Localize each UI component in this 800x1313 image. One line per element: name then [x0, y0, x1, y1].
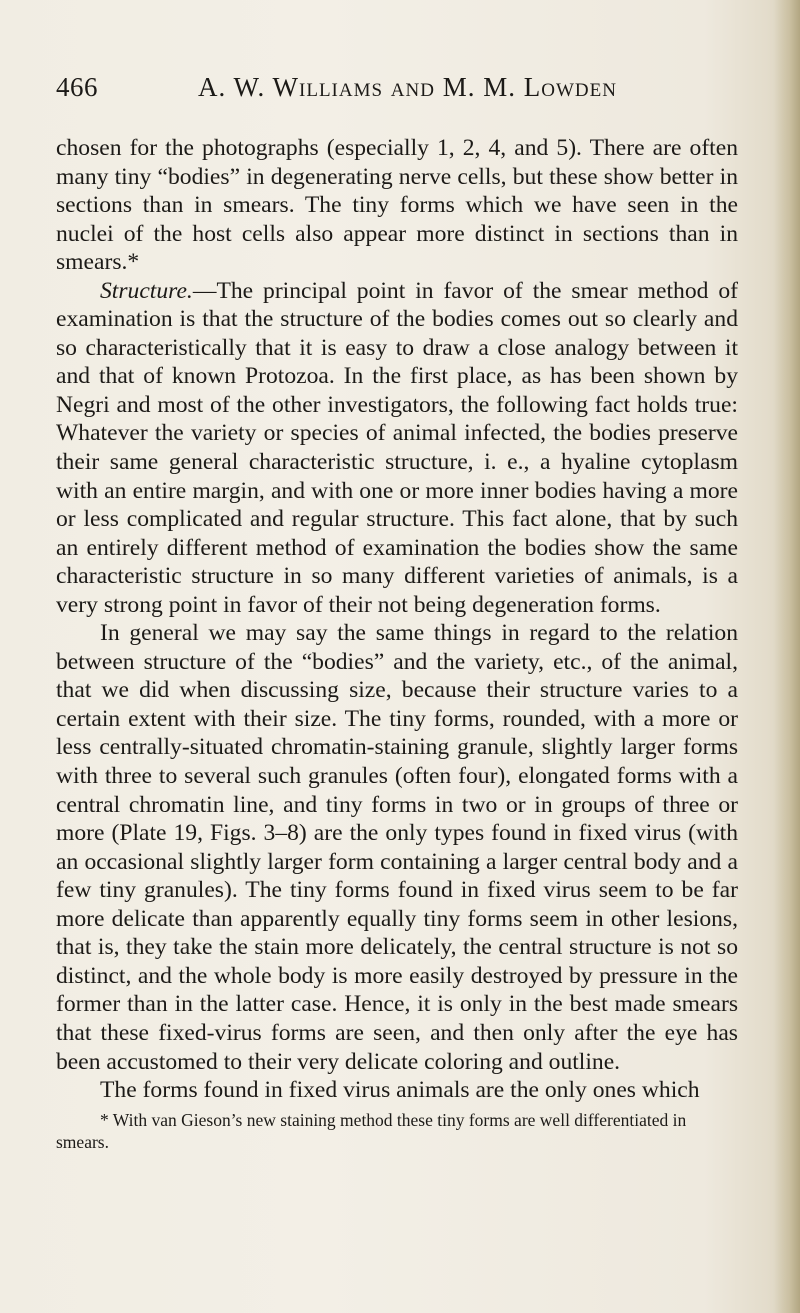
section-heading-structure: Structure. — [100, 277, 193, 304]
paragraph-forms — [56, 1076, 738, 1105]
paragraph-text: chosen for the photographs (especially 1, 2, 4, and 5). There are often many tiny “bodies” in degenerating nerve cells, but these show better in sections than in smears. The tiny forms which we have seen in the nuclei of the host cells also appear more distinct in sections than in smears.* — [56, 135, 738, 276]
page-header — [56, 72, 736, 112]
running-head: A. W. Williams and M. M. Lowden — [198, 72, 617, 102]
paragraph-structure — [56, 277, 738, 620]
page-edge-shadow — [774, 0, 800, 1313]
paragraph-text: The forms found in fixed virus animals are the only ones which — [100, 1077, 700, 1104]
footnote: * With van Gieson’s new staining method these tiny forms are well differentiated in smears. — [56, 1109, 687, 1152]
paragraph-text: —The principal point in favor of the smear method of examination is that the structure of the bodies comes out so clearly and so characteristically that it is easy to draw a close analogy between it and that of known Protozoa. In the first place, as has been shown by Negri and most of the other investigators, the following fact holds true: Whatever the variety or species of animal infected, the bodies preserve their same general characteristic structure, i. e., a hyaline cytoplasm with an entire margin, and with one or more inner bodies having a more or less complicated and regular structure. This fact alone, that by such an entirely different method of examination the bodies show the same characteristic structure in so many different varieties of animals, is a very strong point in favor of their not being degeneration forms. — [56, 277, 738, 618]
body-text — [56, 134, 738, 1153]
page-number: 466 — [56, 72, 98, 102]
paragraph-text: In general we may say the same things in regard to the relation between structure of the “bodies” and the variety, etc., of the animal, that we did when discussing size, because their structure varies to a certain extent with their size. The tiny forms, rounded, with a more or less centrally-situated chromatin-staining granule, slightly larger forms with three to several such granules (often four), elongated forms with a central chromatin line, and tiny forms in two or in groups of three or more (Plate 19, Figs. 3–8) are the only types found in fixed virus (with an occasional slightly larger form containing a larger central body and a few tiny granules). The tiny forms found in fixed virus seem to be far more delicate than apparently equally tiny forms seem in other lesions, that is, they take the stain more delicately, the central structure is not so distinct, and the whole body is more easily destroyed by pressure in the former than in the latter case. Hence, it is only in the best made smears that these fixed-virus forms are seen, and then only after the eye has been accustomed to their very delicate coloring and outline. — [56, 620, 738, 1075]
paragraph-continuation — [56, 134, 738, 277]
paragraph-general — [56, 619, 738, 1076]
